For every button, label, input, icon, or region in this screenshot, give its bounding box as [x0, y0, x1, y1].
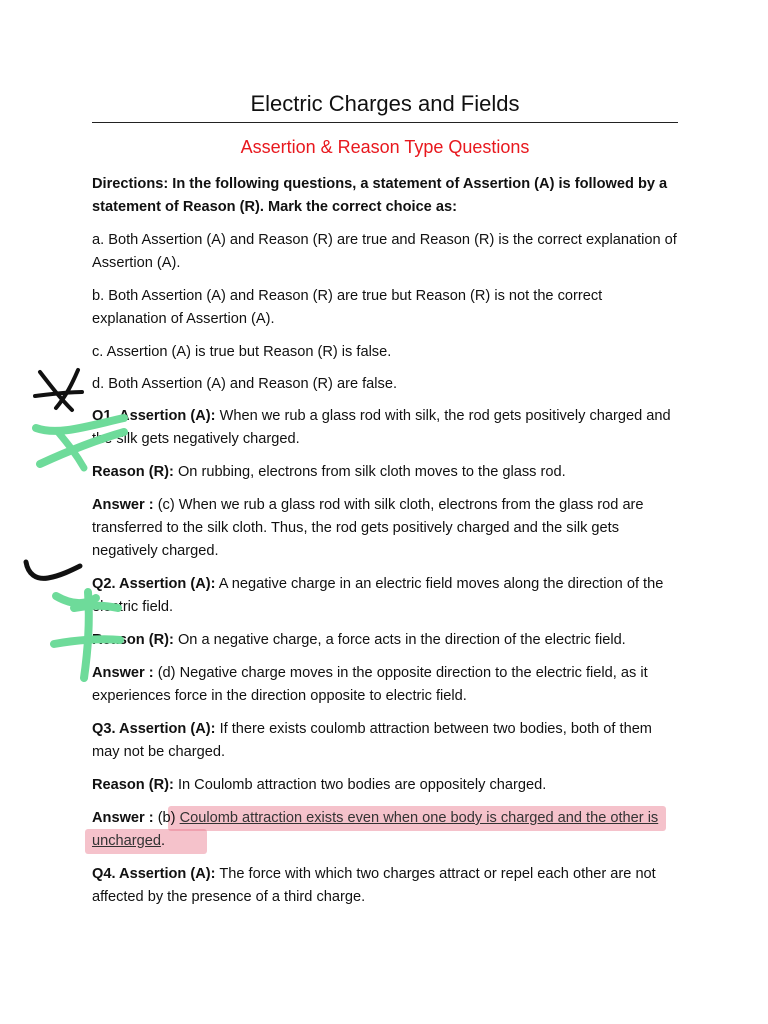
q2-assertion [92, 573, 678, 619]
q2-reason-text: On a negative charge, a force acts in the direction of the electric field. [173, 632, 626, 648]
q1-answer-label: Answer : [92, 497, 154, 513]
q2-reason-label: Reason (R): [92, 632, 174, 648]
page-title: Electric Charges and Fields [92, 88, 678, 123]
directions [92, 173, 678, 219]
q3-answer-suffix: . [160, 833, 166, 849]
q3-answer-label: Answer : [92, 810, 154, 826]
q2-answer-label: Answer : [92, 665, 154, 681]
q3-answer-prefix: (b) [153, 810, 180, 826]
q1-answer [92, 494, 678, 563]
q3-answer-highlighted-text[interactable]: Coulomb attraction exists even when one body is charged and the other is uncharged [92, 810, 659, 849]
q1-reason [92, 461, 678, 484]
q3-answer [92, 807, 678, 853]
option-a: a. Both Assertion (A) and Reason (R) are true and Reason (R) is the correct explanation of Assertion (A). [92, 232, 677, 271]
black-x-stroke-1 [40, 372, 72, 410]
option-c: c. Assertion (A) is true but Reason (R) is false. [92, 344, 392, 360]
q2-assertion-label: Q2. Assertion (A): [92, 576, 216, 592]
q4-assertion-label: Q4. Assertion (A): [92, 866, 216, 882]
q2-reason [92, 629, 678, 652]
black-x-stroke-3 [35, 392, 82, 396]
option-b: b. Both Assertion (A) and Reason (R) are true but Reason (R) is not the correct explanation of Assertion (A). [92, 288, 603, 327]
q1-answer-text: (c) When we rub a glass rod with silk cloth, electrons from the glass rod are transferred to the silk cloth. Thus, the rod gets positively charged and the silk gets negatively charged. [92, 497, 644, 559]
q3-assertion-label: Q3. Assertion (A): [92, 721, 216, 737]
q3-answer-wrap [92, 807, 678, 853]
q3-assertion-text: If there exists coulomb attraction between two bodies, both of them may not be charged. [92, 721, 652, 760]
q3-assertion [92, 718, 678, 764]
black-check-stroke [26, 562, 80, 578]
directions-text: Directions: In the following questions, a statement of Assertion (A) is followed by a statement of Reason (R). Mark the correct choice as: [92, 176, 668, 215]
q2-answer-text: (d) Negative charge moves in the opposite direction to the electric field, as it experiences force in the direction opposite to electric field. [92, 665, 648, 704]
q4-assertion [92, 863, 678, 909]
q1-assertion [92, 405, 678, 451]
q4-assertion-text: The force with which two charges attract or repel each other are not affected by the presence of a third charge. [92, 866, 656, 905]
q1-assertion-label: Q1. Assertion (A): [92, 408, 216, 424]
option-d: d. Both Assertion (A) and Reason (R) are false. [92, 376, 397, 392]
q2-assertion-text: A negative charge in an electric field moves along the direction of the electric field. [92, 576, 664, 615]
black-x-stroke-2 [56, 370, 78, 408]
document-page [92, 88, 678, 919]
q3-reason-text: In Coulomb attraction two bodies are oppositely charged. [173, 777, 547, 793]
q3-reason-label: Reason (R): [92, 777, 174, 793]
q1-reason-text: On rubbing, electrons from silk cloth moves to the glass rod. [173, 464, 566, 480]
q1-assertion-text: When we rub a glass rod with silk, the rod gets positively charged and the silk gets negatively charged. [92, 408, 671, 447]
green-stroke-6 [84, 592, 89, 678]
green-stroke-3 [58, 432, 84, 468]
q3-reason [92, 774, 678, 797]
q1-reason-label: Reason (R): [92, 464, 174, 480]
section-subtitle: Assertion & Reason Type Questions [240, 137, 530, 157]
green-stroke-4 [56, 596, 96, 603]
q2-answer [92, 662, 678, 708]
